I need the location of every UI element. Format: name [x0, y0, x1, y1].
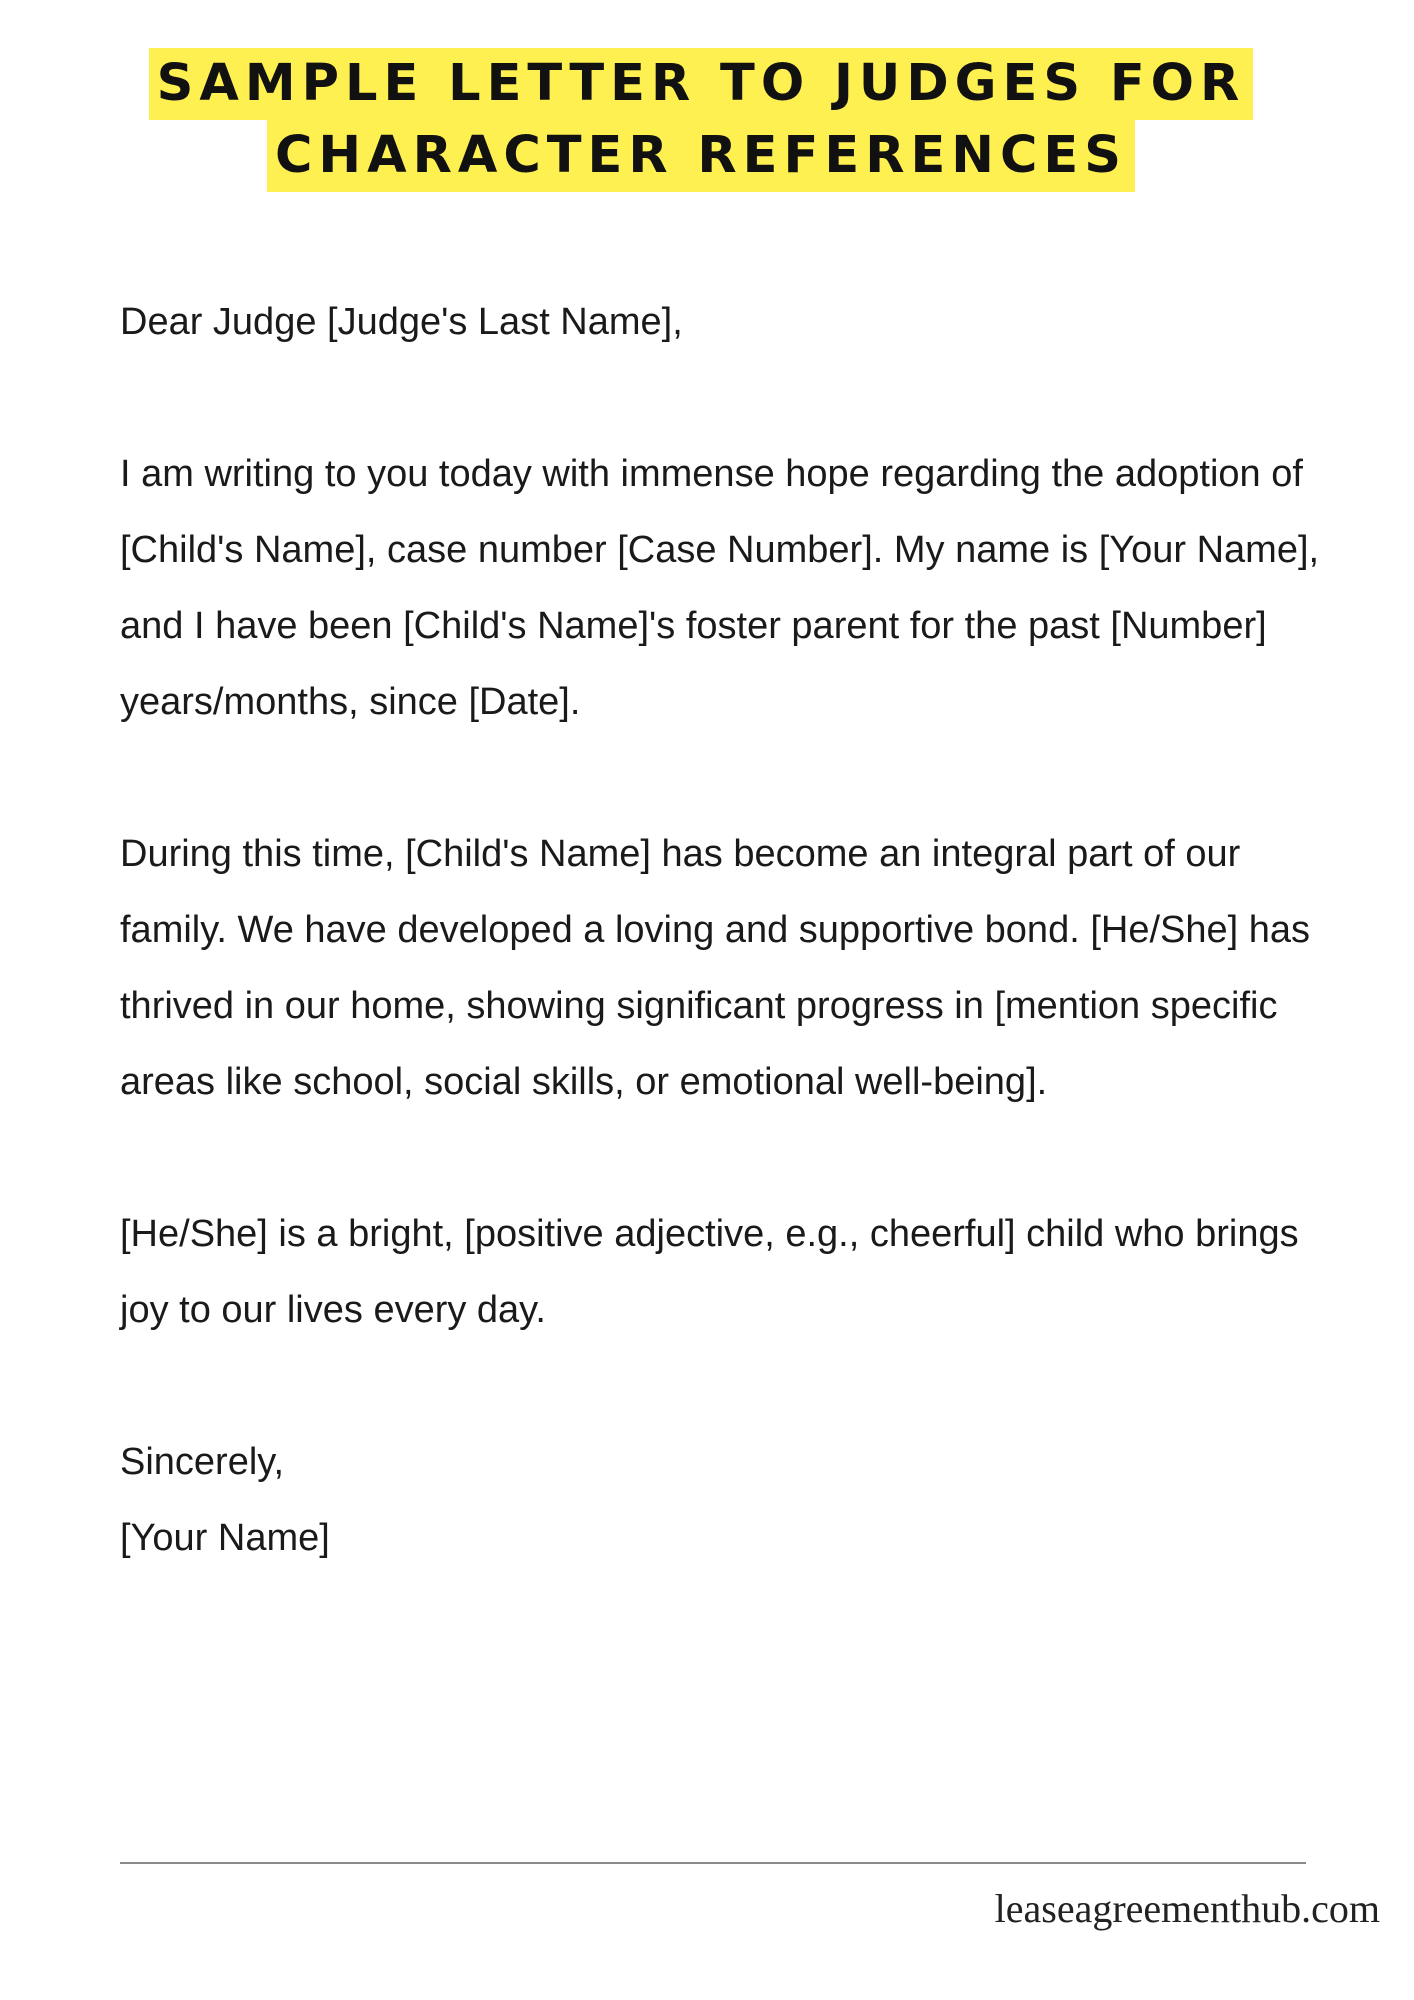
letter-signoff — [120, 1424, 1340, 1576]
footer-site-name: leaseagreementhub.com — [994, 1886, 1380, 1931]
title-line-2: CHARACTER REFERENCES — [267, 120, 1135, 192]
page-title — [0, 48, 1414, 192]
letter-closing: Sincerely, — [120, 1441, 285, 1483]
letter-paragraph-3: [He/She] is a bright, [positive adjective, e.g., cheerful] child who brings joy to our lives every day. — [120, 1213, 1299, 1331]
letter-paragraph-1: I am writing to you today with immense hope regarding the adoption of [Child's Name], case number [Case Number]. My name is [Your Name], and I have been [Child's Name]'s foster parent for the past [Number] years/months, since [Date]. — [120, 453, 1320, 723]
letter-signature: [Your Name] — [120, 1517, 330, 1559]
letter-body — [120, 284, 1340, 1576]
letter-paragraph-2: During this time, [Child's Name] has become an integral part of our family. We have developed a loving and supportive bond. [He/She] has thrived in our home, showing significant progress in [mention specific areas like school, social skills, or emotional well-being]. — [120, 833, 1311, 1103]
letter-salutation: Dear Judge [Judge's Last Name], — [120, 301, 683, 343]
footer-divider — [120, 1862, 1306, 1864]
title-line-1: SAMPLE LETTER TO JUDGES FOR — [149, 48, 1254, 120]
